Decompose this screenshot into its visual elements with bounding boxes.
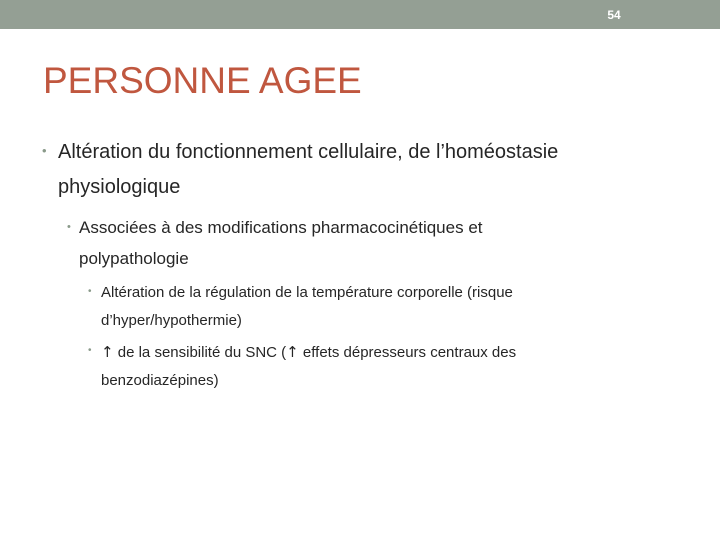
snc-text-part2: effets dépresseurs centraux des: [302, 344, 517, 361]
bullet-level3-line1: [101, 343, 516, 361]
slide-number: 54: [607, 8, 621, 22]
slide-title: PERSONNE AGEE: [43, 60, 362, 101]
top-bar: [0, 0, 720, 29]
up-arrow-icon: ↑: [286, 343, 299, 361]
bullet-level2-line2: polypathologie: [79, 249, 189, 268]
bullet-level2-line1: Associées à des modifications pharmacocinétiques et: [79, 218, 483, 237]
bullet-level3-line2: d’hyper/hypothermie): [101, 312, 242, 329]
bullet-level1-line1: Altération du fonctionnement cellulaire, de l’homéostasie: [58, 141, 559, 163]
bullet-icon: •: [88, 345, 92, 356]
bullet-icon: •: [67, 221, 71, 233]
bullet-icon: •: [42, 143, 47, 158]
bullet-icon: •: [88, 286, 92, 297]
snc-text-part1: de la sensibilité du SNC (: [117, 344, 287, 361]
bullet-level1-line2: physiologique: [58, 176, 181, 198]
bullet-level3-line2: benzodiazépines): [101, 372, 219, 389]
up-arrow-icon: ↑: [101, 343, 114, 361]
bullet-level3-line1: Altération de la régulation de la température corporelle (risque: [101, 284, 513, 301]
